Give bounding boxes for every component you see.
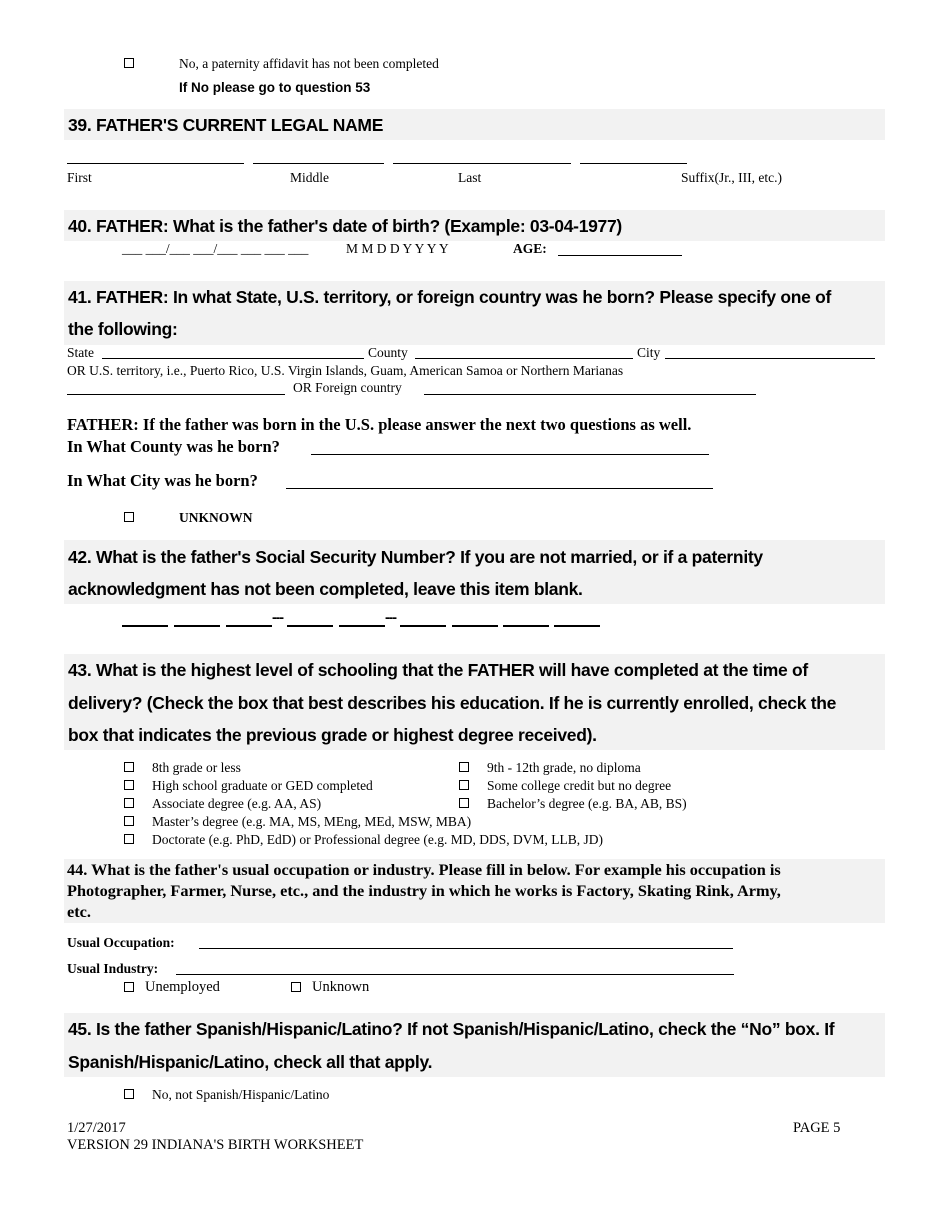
ssn-digit-2[interactable] <box>174 625 220 627</box>
q41-title-line2: the following: <box>68 319 178 339</box>
occupation-label: Usual Occupation: <box>67 935 175 950</box>
ssn-digit-9[interactable] <box>554 625 600 627</box>
no-paternity-label: No, a paternity affidavit has not been completed <box>179 56 439 71</box>
birth-city-field[interactable] <box>286 488 713 489</box>
ssn-digit-4[interactable] <box>287 625 333 627</box>
occupation-unknown-checkbox[interactable] <box>291 982 301 992</box>
ssn-digit-8[interactable] <box>503 625 549 627</box>
occupation-field[interactable] <box>199 948 733 949</box>
unknown-birthplace-checkbox[interactable] <box>124 512 134 522</box>
age-field[interactable] <box>558 255 682 256</box>
county-question: In What County was he born? <box>67 437 280 456</box>
footer-date: 1/27/2017 <box>67 1120 126 1136</box>
q43-title-line2: delivery? (Check the box that best describes his education. If he is currently enrolled, check the <box>68 693 837 713</box>
age-label: AGE: <box>513 241 547 256</box>
first-label: First <box>67 170 92 185</box>
first-name-field[interactable] <box>67 163 244 164</box>
ssn-digit-5[interactable] <box>339 625 385 627</box>
edu-option-label: High school graduate or GED completed <box>152 778 373 793</box>
edu-bachelor-checkbox[interactable] <box>459 798 469 808</box>
unemployed-label: Unemployed <box>145 979 220 995</box>
territory-field[interactable] <box>67 394 285 395</box>
q41-title-line1: 41. FATHER: In what State, U.S. territory, or foreign country was he born? Please specify one of <box>68 287 832 307</box>
edu-option-label: Bachelor’s degree (e.g. BA, AB, BS) <box>487 796 687 811</box>
q42-title-line2: acknowledgment has not been completed, leave this item blank. <box>68 579 583 599</box>
industry-label: Usual Industry: <box>67 961 159 976</box>
q40-title: 40. FATHER: What is the father's date of birth? (Example: 03-04-1977) <box>68 216 622 236</box>
q44-title-line3: etc. <box>67 902 91 921</box>
edu-option-label: Some college credit but no degree <box>487 778 672 793</box>
ssn-dash-1: --- <box>272 609 283 625</box>
unknown-birthplace-label: UNKNOWN <box>179 510 253 525</box>
state-field[interactable] <box>102 358 364 359</box>
suffix-label: Suffix(Jr., III, etc.) <box>681 170 782 185</box>
edu-master-checkbox[interactable] <box>124 816 134 826</box>
q44-title-line1: 44. What is the father's usual occupation or industry. Please fill in below. For example his occupation is <box>67 860 781 879</box>
city-question: In What City was he born? <box>67 471 258 490</box>
industry-field[interactable] <box>176 974 734 975</box>
city-label: City <box>637 345 661 360</box>
middle-label: Middle <box>290 170 329 185</box>
dob-format: M M D D Y Y Y Y <box>346 241 449 256</box>
edu-hs-grad-checkbox[interactable] <box>124 780 134 790</box>
q45-title-line2: Spanish/Hispanic/Latino, check all that apply. <box>68 1052 433 1072</box>
q43-title-line3: box that indicates the previous grade or highest degree received). <box>68 725 597 745</box>
ssn-digit-3[interactable] <box>226 625 272 627</box>
ssn-digit-1[interactable] <box>122 625 168 627</box>
edu-option-label: 9th - 12th grade, no diploma <box>487 760 641 775</box>
suffix-field[interactable] <box>580 163 687 164</box>
foreign-country-label: OR Foreign country <box>293 380 402 395</box>
q39-title: 39. FATHER'S CURRENT LEGAL NAME <box>68 115 384 135</box>
not-hispanic-checkbox[interactable] <box>124 1089 134 1099</box>
q45-title-line1: 45. Is the father Spanish/Hispanic/Latino? If not Spanish/Hispanic/Latino, check the “No” box. If <box>68 1019 835 1039</box>
q44-title-line2: Photographer, Farmer, Nurse, etc., and the industry in which he works is Factory, Skating Rink, Army, <box>67 881 781 900</box>
ssn-dash-2: --- <box>385 609 396 625</box>
q43-title-line1: 43. What is the highest level of schooling that the FATHER will have completed at the time of <box>68 660 808 680</box>
not-hispanic-label: No, not Spanish/Hispanic/Latino <box>152 1087 330 1102</box>
county-field[interactable] <box>415 358 633 359</box>
county-label: County <box>368 345 408 360</box>
no-paternity-checkbox[interactable] <box>124 58 134 68</box>
birth-county-field[interactable] <box>311 454 709 455</box>
edu-associate-checkbox[interactable] <box>124 798 134 808</box>
if-no-instruction: If No please go to question 53 <box>179 80 371 95</box>
ssn-digit-6[interactable] <box>400 625 446 627</box>
footer-version: VERSION 29 INDIANA'S BIRTH WORKSHEET <box>67 1137 364 1153</box>
edu-option-label: Associate degree (e.g. AA, AS) <box>152 796 322 811</box>
edu-option-label: Doctorate (e.g. PhD, EdD) or Professional degree (e.g. MD, DDS, DVM, LLB, JD) <box>152 832 604 847</box>
edu-9-12-checkbox[interactable] <box>459 762 469 772</box>
ssn-digit-7[interactable] <box>452 625 498 627</box>
footer-page-number: PAGE 5 <box>793 1120 841 1136</box>
middle-name-field[interactable] <box>253 163 384 164</box>
foreign-country-field[interactable] <box>424 394 756 395</box>
q42-title-line1: 42. What is the father's Social Security Number? If you are not married, or if a paternity <box>68 547 763 567</box>
edu-option-label: Master’s degree (e.g. MA, MS, MEng, MEd, MSW, MBA) <box>152 814 472 829</box>
city-field[interactable] <box>665 358 875 359</box>
last-name-field[interactable] <box>393 163 571 164</box>
last-label: Last <box>458 170 482 185</box>
us-born-note: FATHER: If the father was born in the U.S. please answer the next two questions as well. <box>67 415 692 434</box>
edu-8th-grade-checkbox[interactable] <box>124 762 134 772</box>
dob-blanks[interactable]: ___ ___/___ ___/___ ___ ___ ___ <box>122 241 309 256</box>
edu-option-label: 8th grade or less <box>152 760 241 775</box>
state-label: State <box>67 345 94 360</box>
edu-some-college-checkbox[interactable] <box>459 780 469 790</box>
unemployed-checkbox[interactable] <box>124 982 134 992</box>
edu-doctorate-checkbox[interactable] <box>124 834 134 844</box>
territory-text: OR U.S. territory, i.e., Puerto Rico, U.S. Virgin Islands, Guam, American Samoa or Northern Marianas <box>67 363 624 378</box>
occupation-unknown-label: Unknown <box>312 979 370 995</box>
